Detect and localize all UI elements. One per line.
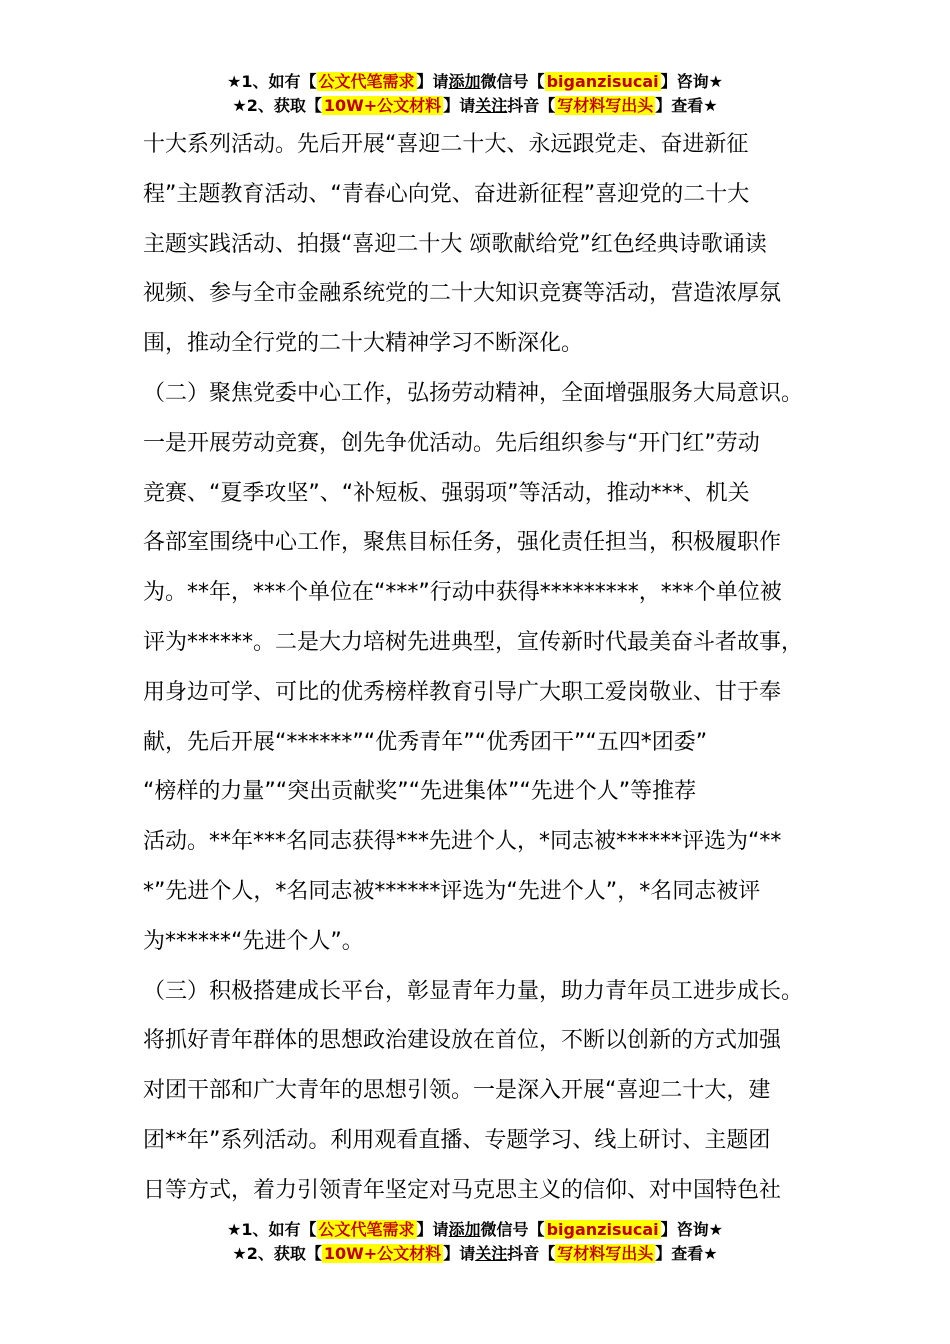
banner-underlined: 关注 (475, 1244, 508, 1263)
banner-highlight: 写材料写出头 (557, 1244, 654, 1263)
banner-underlined: 添加 (448, 1220, 481, 1239)
banner-text: 】查看★ (655, 96, 718, 115)
section-heading: （三）积极搭建成长平台，彰显青年力量，助力青年员工进步成长。 (143, 978, 804, 1004)
text-line: *”先进个人，*名同志被******评选为“先进个人”，*名同志被评 (143, 878, 761, 904)
banner-text: 抖音【 (507, 96, 556, 115)
text-line: 为。**年，***个单位在“***”行动中获得*********，***个单位被 (143, 580, 782, 606)
banner-text: 】咨询★ (660, 1220, 723, 1239)
banner-text: ★1、如有【 (227, 1220, 317, 1239)
text-line: 主题实践活动、拍摄“喜迎二十大 颂歌献给党”红色经典诗歌诵读 (143, 231, 767, 257)
banner-text: ★2、获取【 (232, 1244, 322, 1263)
banner-highlight: 公文代笔需求 (318, 72, 415, 91)
banner-text: 】请 (443, 1244, 476, 1263)
section-heading: （二）聚焦党委中心工作，弘扬劳动精神，全面增强服务大局意识。 (143, 380, 804, 406)
banner-highlight: 写材料写出头 (557, 96, 654, 115)
banner-text: 】请 (416, 1220, 449, 1239)
banner-highlight: 公文代笔需求 (318, 1220, 415, 1239)
header-banner (0, 70, 950, 118)
footer-banner (0, 1218, 950, 1266)
text-line: 将抓好青年群体的思想政治建设放在首位，不断以创新的方式加强 (143, 1028, 782, 1054)
text-line: 一是开展劳动竞赛，创先争优活动。先后组织参与“开门红”劳动 (143, 430, 760, 456)
banner-underlined: 添加 (448, 72, 481, 91)
banner-text: 】请 (443, 96, 476, 115)
text-line: 视频、参与全市金融系统党的二十大知识竞赛等活动，营造浓厚氛 (143, 281, 782, 307)
text-line: 评为******。二是大力培树先进典型，宣传新时代最美奋斗者故事， (143, 629, 804, 655)
text-line: 团**年”系列活动。利用观看直播、专题学习、线上研讨、主题团 (143, 1127, 771, 1153)
text-line: 活动。**年***名同志获得***先进个人，*同志被******评选为“** (143, 829, 782, 855)
text-line: 竞赛、“夏季攻坚”、“补短板、强弱项”等活动，推动***、机关 (143, 480, 750, 506)
banner-text: ★2、获取【 (232, 96, 322, 115)
text-line: “榜样的力量”“突出贡献奖”“先进集体”“先进个人”等推荐 (143, 779, 697, 805)
text-line: 用身边可学、可比的优秀榜样教育引导广大职工爱岗敬业、甘于奉 (143, 679, 782, 705)
banner-line-2 (0, 94, 950, 118)
banner-line-1 (0, 1218, 950, 1242)
text-line: 十大系列活动。先后开展“喜迎二十大、永远跟党走、奋进新征 (143, 132, 749, 157)
text-line: 对团干部和广大青年的思想引领。一是深入开展“喜迎二十大，建 (143, 1078, 771, 1104)
text-line: 围，推动全行党的二十大精神学习不断深化。 (143, 331, 584, 357)
banner-text: 抖音【 (507, 1244, 556, 1263)
banner-line-1 (0, 70, 950, 94)
banner-text: 】请 (416, 72, 449, 91)
text-line: 各部室围绕中心工作，聚焦目标任务，强化责任担当，积极履职作 (143, 530, 782, 556)
banner-text: ★1、如有【 (227, 72, 317, 91)
banner-text: 微信号【 (480, 1220, 545, 1239)
banner-highlight: 10W+公文材料 (323, 1244, 442, 1263)
banner-highlight: biganzisucai (546, 1220, 659, 1239)
text-line: 程”主题教育活动、“青春心向党、奋进新征程”喜迎党的二十大 (143, 181, 750, 207)
banner-text: 】查看★ (655, 1244, 718, 1263)
banner-text: 微信号【 (480, 72, 545, 91)
document-body (143, 120, 843, 1216)
text-line: 献，先后开展“******”“优秀青年”“优秀团干”“五四*团委” (143, 729, 708, 755)
banner-text: 】咨询★ (660, 72, 723, 91)
banner-line-2 (0, 1242, 950, 1266)
banner-highlight: biganzisucai (546, 72, 659, 91)
text-line: 为******“先进个人”。 (143, 928, 364, 954)
banner-highlight: 10W+公文材料 (323, 96, 442, 115)
text-line: 日等方式，着力引领青年坚定对马克思主义的信仰、对中国特色社 (143, 1177, 782, 1203)
banner-underlined: 关注 (475, 96, 508, 115)
